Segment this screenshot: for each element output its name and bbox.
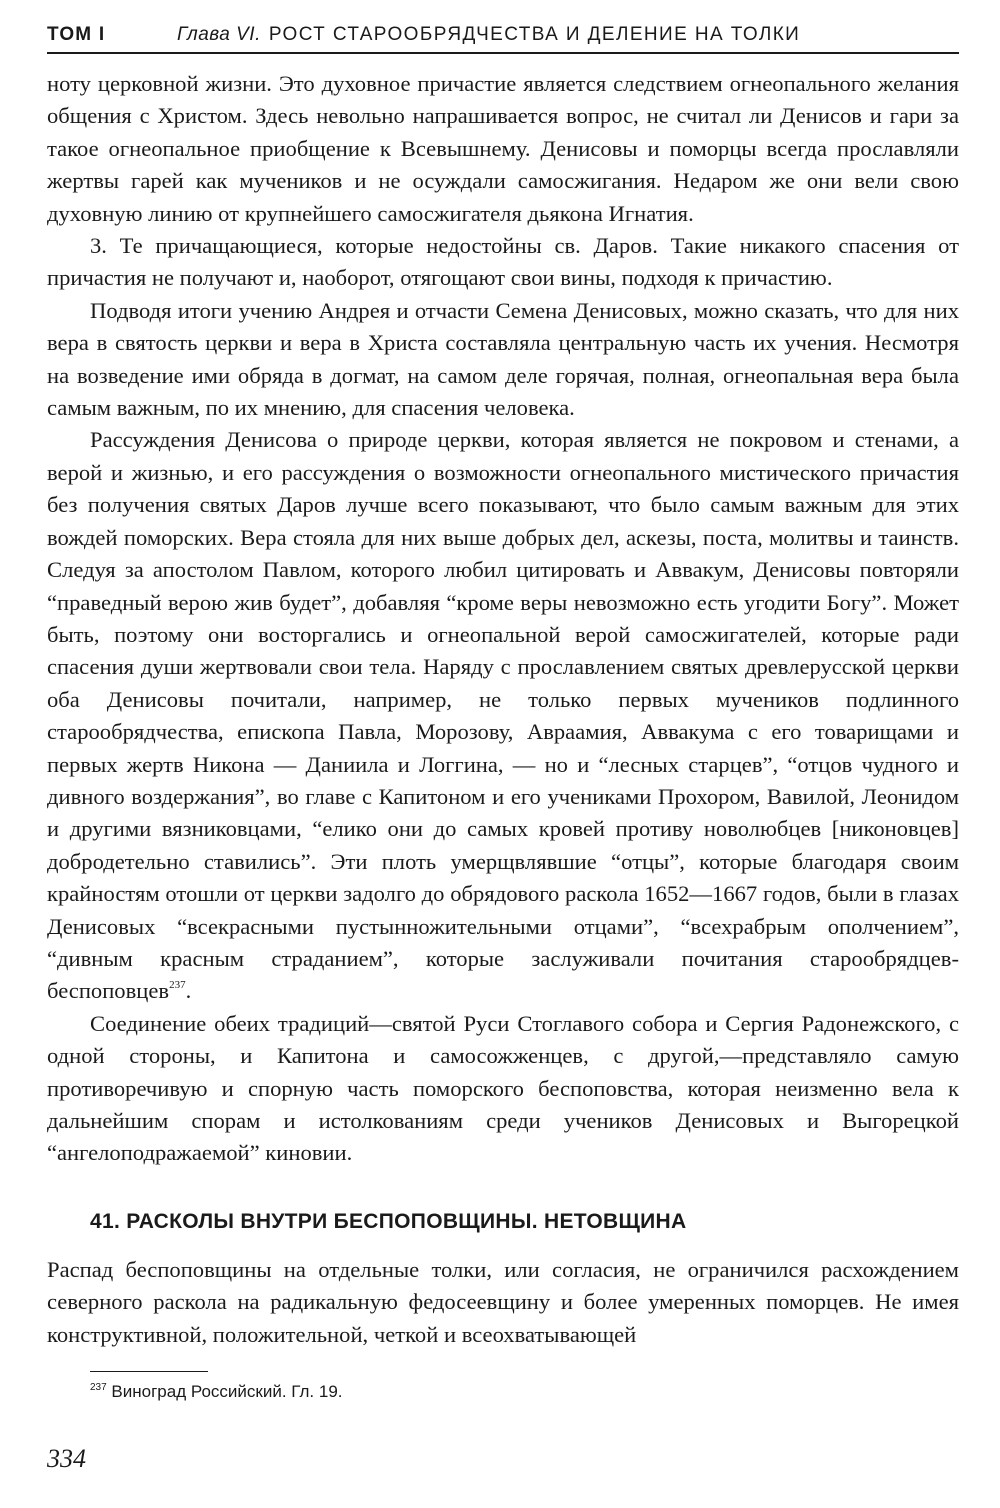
chapter-label: Глава VI. <box>177 24 261 45</box>
paragraph: Соединение обеих традиций—святой Руси Стоглавого собора и Сергия Радонежского, с одной стороны, и Капитона и самосожженцев, с другой,—представляло самую противоречивую и спорную часть поморского беспоповства, которая неизменно вела к дальнейшим спорам и истолкованиям среди учеников Денисовых и Выгорецкой “ангелоподражаемой” киновии. <box>47 1010 959 1166</box>
page <box>47 24 959 1402</box>
paragraph: 3. Те причащающиеся, которые недостойны св. Даров. Такие никакого спасения от причастия не получают и, наоборот, отягощают свои вины, подходя к причастию. <box>47 233 959 291</box>
paragraph: Подводя итоги учению Андрея и отчасти Семена Денисовых, можно сказать, что для них вера в святость церкви и вера в Христа составляла центральную часть их учения. Несмотря на возведение ими обряда в догмат, на самом деле горячая, полная, огнеопальная вера была самым важным, по их мнению, для спасения человека. <box>47 297 959 421</box>
footnote-text: Виноград Российский. Гл. 19. <box>111 1382 343 1402</box>
body-text <box>47 68 959 1170</box>
footnote-divider <box>90 1371 208 1372</box>
paragraph-end-punct: . <box>185 978 192 1004</box>
chapter-title: РОСТ СТАРООБРЯДЧЕСТВА И ДЕЛЕНИЕ НА ТОЛКИ <box>268 24 801 45</box>
paragraph <box>47 424 959 1007</box>
paragraph: Распад беспоповщины на отдельные толки, или согласия, не ограничился расхождением северного раскола на радикальную федосеевщину и более умеренных поморцев. Не имея конструктивной, положительной, четкой и всеохватывающей <box>47 1256 959 1347</box>
volume-label: ТОМ I <box>47 24 106 45</box>
section-body <box>47 1254 959 1351</box>
paragraph-continued: ноту церковной жизни. Это духовное причастие является следствием огнеопального желания общения с Христом. Здесь невольно напрашивается вопрос, не считал ли Денисов и гари за такое огнеопальное приобщение к Всевышнему. Денисовы и поморцы всегда прославляли жертвы гарей как мучеников и не осуждали самосжигания. Недаром же они вели свою духовную линию от крупнейшего самосжигателя дьякона Игнатия. <box>47 71 959 226</box>
running-header <box>47 24 959 54</box>
page-number: 334 <box>47 1444 86 1473</box>
footnote <box>47 1382 959 1402</box>
footnote-reference: 237 <box>169 979 186 992</box>
footnote-number: 237 <box>90 1382 107 1394</box>
section-heading: 41. РАСКОЛЫ ВНУТРИ БЕСПОПОВЩИНЫ. НЕТОВЩИНА <box>90 1209 687 1233</box>
paragraph-text: Рассуждения Денисова о природе церкви, которая является не покровом и стенами, а верой и жизнью, и его рассуждения о возможности огнеопального мистического причастия без получения святых Даров лучше всего показывают, что было самым важным для этих вождей поморских. Вера стояла для них выше добрых дел, аскезы, поста, молитвы и таинств. Следуя за апостолом Павлом, которого любил цитировать и Аввакум, Денисовы повторяли “праведный верою жив будет”, добавляя “кроме веры невозможно есть угодити Богу”. Может быть, поэтому они восторгались и огнеопальной верой самосжигателей, которые ради спасения души жертвовали свои тела. Наряду с прославлением святых древлерусской церкви оба Денисовы почитали, например, не только первых мучеников подлинного старообрядчества, епископа Павла, Морозову, Авраамия, Аввакума с его товарищами и первых жертв Никона — Даниила и Логгина, — но и “лесных старцев”, “отцов чудного и дивного воздержания”, во главе с Капитоном и его учениками Прохором, Вавилой, Леонидом и другими вязниковцами, “елико они до самых кровей противу новолюбцев [никоновцев] добродетельно ставились”. Эти плоть умерщвлявшие “отцы”, которые благодаря своим крайностям отошли от церкви задолго до обрядового раскола 1652—1667 годов, были в глазах Денисовых “всекрасными пустынножительными отцами”, “всехрабрым ополчением”, “дивным красным страданием”, которые заслуживали почитания старообрядцев-беспоповцев <box>47 427 959 1004</box>
